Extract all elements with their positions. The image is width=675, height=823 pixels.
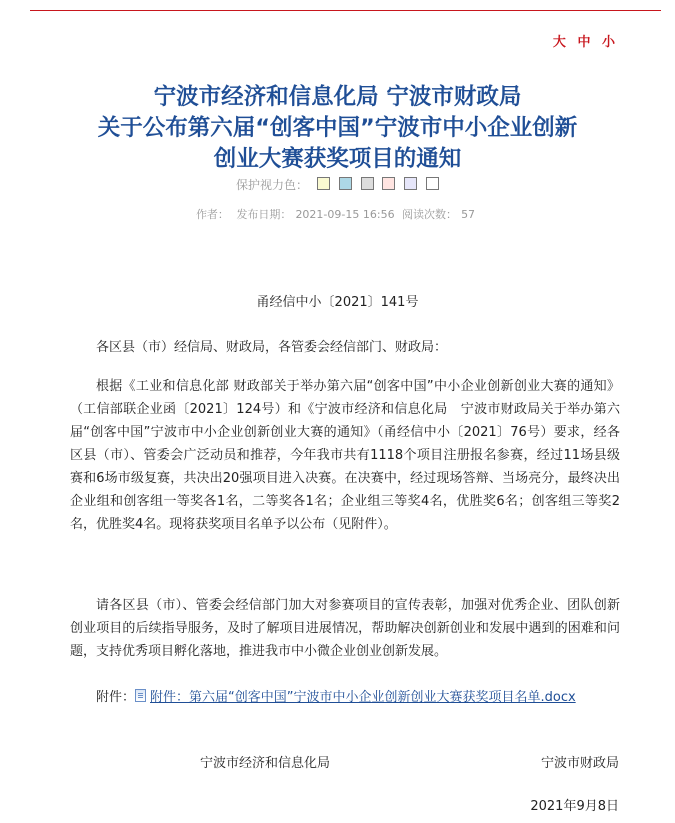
salutation: 各区县（市）经信局、财政局，各管委会经信部门、财政局：	[96, 340, 448, 355]
document-number: 甬经信中小〔2021〕141号	[256, 295, 419, 310]
signature-date: 2021年9月8日	[530, 799, 619, 814]
article-meta	[0, 207, 675, 223]
publish-date-label: 发布日期：	[236, 208, 292, 221]
attachment-label: 附件：	[96, 690, 136, 705]
title-line-1: 宁波市经济和信息化局 宁波市财政局	[153, 84, 522, 110]
signature-economic-bureau: 宁波市经济和信息化局	[200, 756, 331, 771]
body-paragraph-2: 请各区县（市）、管委会经信部门加大对参赛项目的宣传表彰，加强对优秀企业、团队创新创业项目的后续指导服务，及时了解项目进展情况，帮助解决创新创业和发展中遇到的困难和问题，支持优秀项目孵化落地，推进我市中小微企业创业创新发展。	[70, 598, 620, 659]
view-count-label: 阅读次数：	[402, 208, 458, 221]
font-size-small-link[interactable]: 小	[601, 35, 617, 50]
attachment-link[interactable]: 附件：第六届“创客中国”宁波市中小企业创新创业大赛获奖项目名单.docx	[150, 690, 576, 705]
font-size-switch	[550, 31, 617, 50]
publish-date-value: 2021-09-15 16:56	[295, 208, 395, 221]
eye-protection-bar	[0, 176, 675, 194]
attachment-row	[70, 686, 620, 709]
page-title	[0, 82, 675, 175]
top-divider	[30, 10, 661, 11]
title-line-3: 创业大赛获奖项目的通知	[213, 146, 462, 172]
color-swatch-gray[interactable]	[361, 177, 374, 190]
word-document-icon	[135, 689, 146, 702]
signature-finance-bureau: 宁波市财政局	[540, 756, 619, 771]
font-size-large-link[interactable]: 大	[552, 35, 568, 50]
color-swatch-white[interactable]	[426, 177, 439, 190]
title-line-2: 关于公布第六届“创客中国”宁波市中小企业创新	[97, 115, 578, 141]
color-swatch-lavender[interactable]	[404, 177, 417, 190]
color-swatch-pink[interactable]	[382, 177, 395, 190]
eye-protection-label: 保护视力色：	[236, 178, 309, 192]
color-swatch-yellow[interactable]	[317, 177, 330, 190]
author-label: 作者：	[195, 208, 229, 221]
view-count-value: 57	[461, 208, 476, 221]
color-swatch-blue[interactable]	[339, 177, 352, 190]
body-paragraph-1: 根据《工业和信息化部 财政部关于举办第六届“创客中国”中小企业创新创业大赛的通知》（工信部联企业函〔2021〕124号）和《宁波市经济和信息化局 宁波市财政局关于举办第六届“创客中国”宁波市中小企业创新创业大赛的通知》（甬经信中小〔2021〕76号）要求，经各区县（市）、管委会广泛动员和推荐，今年我市共有1118个项目注册报名参赛，经过11场县级赛和6场市级复赛，共决出20强项目进入决赛。在决赛中，经过现场答辩、当场亮分，最终决出企业组和创客组一等奖各1名，二等奖各1名；企业组三等奖4名，优胜奖6名；创客组三等奖2名，优胜奖4名。现将获奖项目名单予以公布（见附件）。	[70, 379, 620, 532]
font-size-medium-link[interactable]: 中	[577, 35, 593, 50]
